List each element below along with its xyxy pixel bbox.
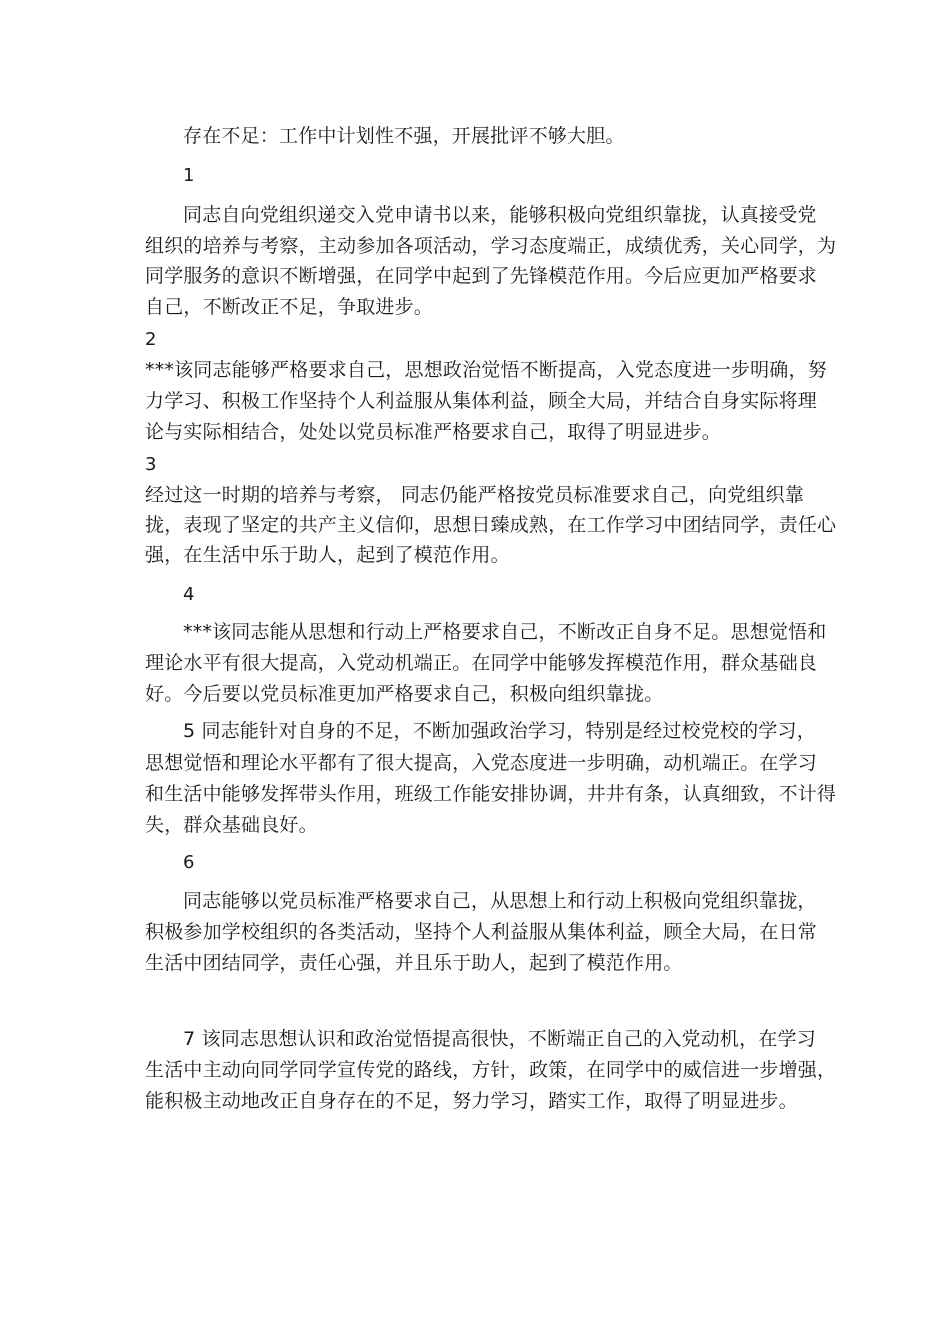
paragraph-line: 积极参加学校组织的各类活动，坚持个人利益服从集体利益，顾全大局，在日常 xyxy=(145,921,818,943)
paragraph-line: 经过这一时期的培养与考察， 同志仍能严格按党员标准要求自己，向党组织靠 xyxy=(145,484,805,506)
section-number: 4 xyxy=(183,584,195,605)
section-number: 2 xyxy=(145,329,157,350)
paragraph-line: ***该同志能从思想和行动上严格要求自己，不断改正自身不足。思想觉悟和 xyxy=(183,621,827,643)
section-number: 3 xyxy=(145,454,157,475)
paragraph-line: 5 同志能针对自身的不足，不断加强政治学习，特别是经过校党校的学习， xyxy=(183,720,816,742)
section-number: 1 xyxy=(183,165,195,186)
paragraph-line: 论与实际相结合，处处以党员标准严格要求自己，取得了明显进步。 xyxy=(145,421,722,443)
paragraph-line: 7 该同志思想认识和政治觉悟提高很快，不断端正自己的入党动机，在学习 xyxy=(183,1028,816,1050)
section-number: 6 xyxy=(183,852,195,873)
paragraph-line: 同志自向党组织递交入党申请书以来，能够积极向党组织靠拢，认真接受党 xyxy=(183,204,817,226)
paragraph-line: 好。今后要以党员标准更加严格要求自己，积极向组织靠拢。 xyxy=(145,683,664,705)
paragraph-line: 同志能够以党员标准严格要求自己，从思想上和行动上积极向党组织靠拢， xyxy=(183,890,817,912)
paragraph-line: 生活中团结同学，责任心强，并且乐于助人，起到了模范作用。 xyxy=(145,952,683,974)
paragraph-line: 拢，表现了坚定的共产主义信仰，思想日臻成熟，在工作学习中团结同学，责任心 xyxy=(145,514,837,536)
paragraph-line: 能积极主动地改正自身存在的不足，努力学习，踏实工作，取得了明显进步。 xyxy=(145,1090,798,1112)
intro-text: 存在不足：工作中计划性不强，开展批评不够大胆。 xyxy=(183,125,625,147)
paragraph-line: 思想觉悟和理论水平都有了很大提高，入党态度进一步明确，动机端正。在学习 xyxy=(145,752,818,774)
paragraph-line: 自己，不断改正不足，争取进步。 xyxy=(145,296,434,318)
paragraph-line: 同学服务的意识不断增强，在同学中起到了先锋模范作用。今后应更加严格要求 xyxy=(145,265,818,287)
paragraph-line: 生活中主动向同学同学宣传党的路线，方针，政策，在同学中的威信进一步增强， xyxy=(145,1059,837,1081)
paragraph-line: 和生活中能够发挥带头作用，班级工作能安排协调，井井有条，认真细致，不计得 xyxy=(145,783,837,805)
paragraph-line: 失，群众基础良好。 xyxy=(145,814,318,836)
paragraph-line: 组织的培养与考察，主动参加各项活动，学习态度端正，成绩优秀，关心同学，为 xyxy=(145,235,837,257)
paragraph-line: ***该同志能够严格要求自己，思想政治觉悟不断提高，入党态度进一步明确，努 xyxy=(145,359,827,381)
paragraph-line: 理论水平有很大提高，入党动机端正。在同学中能够发挥模范作用，群众基础良 xyxy=(145,652,818,674)
paragraph-line: 力学习、积极工作坚持个人利益服从集体利益，顾全大局，并结合自身实际将理 xyxy=(145,390,818,412)
paragraph-line: 强，在生活中乐于助人，起到了模范作用。 xyxy=(145,544,510,566)
